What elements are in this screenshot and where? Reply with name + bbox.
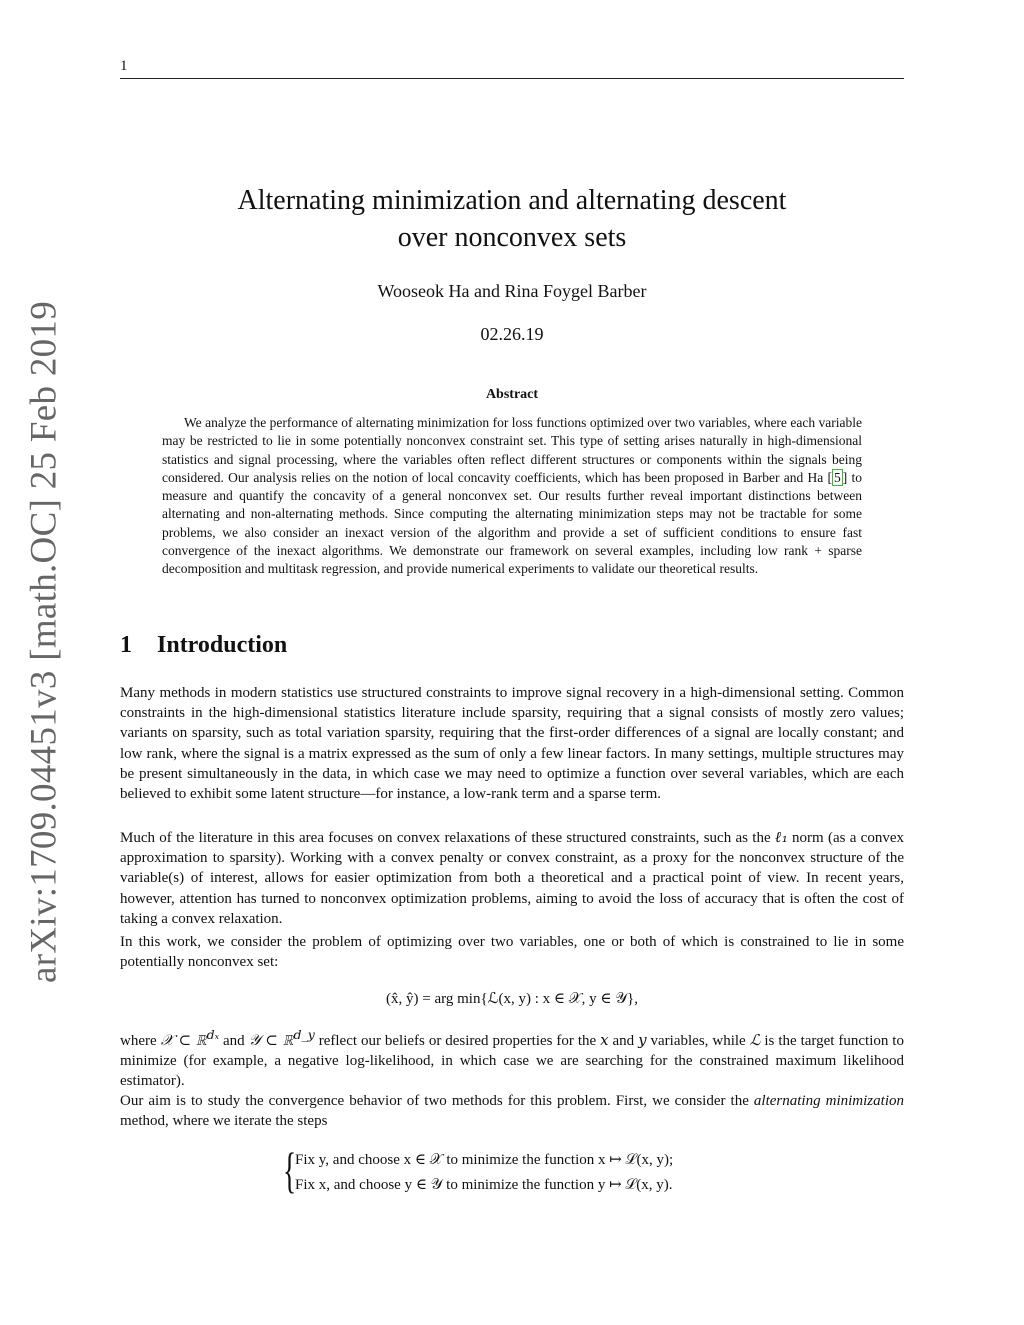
- paragraph-4-text: reflect our beliefs or desired properties for the: [314, 1033, 601, 1049]
- l1-norm-symbol: ℓ₁: [774, 828, 788, 846]
- authors: Wooseok Ha and Rina Foygel Barber: [377, 281, 647, 301]
- left-brace: {: [283, 1142, 297, 1198]
- paper-title: [120, 182, 904, 256]
- optimization-equation: (x̂, ŷ) = arg min{ℒ(x, y) : x ∈ 𝒳, y ∈ 𝒴},: [386, 991, 638, 1007]
- title-line-1: Alternating minimization and alternating descent: [237, 185, 787, 216]
- header-rule: [120, 78, 904, 79]
- paragraph-5-part-2: method, where we iterate the steps: [120, 1113, 328, 1130]
- paragraph-4-text: variables, while: [646, 1033, 750, 1049]
- step-2: Fix x, and choose y ∈ 𝒴 to minimize the function y ↦ ℒ(x, y).: [295, 1177, 673, 1193]
- step-1: Fix y, and choose x ∈ 𝒳 to minimize the function x ↦ ℒ(x, y);: [295, 1152, 674, 1168]
- page-number: 1: [120, 58, 128, 74]
- paragraph-2-part-2: norm (as a convex approximation to sparsity). Working with a convex penalty or convex constraint, as a proxy for the nonconvex structure of the variable(s) of interest, allows for easier optimization from both a theoretical and a practical point of view. In recent years, however, attention has turned to nonconvex optimization problems, aiming to avoid the loss of accuracy that is often the cost of taking a convex relaxation.: [120, 830, 904, 927]
- section-title: Introduction: [157, 632, 288, 658]
- paragraph-4-text: where: [120, 1033, 161, 1049]
- abstract-text-part-2: ] to measure and quantify the concavity of a general nonconvex set. Our results further reveal important distinctions between alternating and non-alternating methods. Since computing the alternating minimization steps may not be tractable for some problems, we also consider an inexact version of the algorithm and provide a set of sufficient conditions to ensure fast convergence of the inexact algorithms. We demonstrate our framework on several examples, including low rank + sparse decomposition and multitask regression, and provide numerical experiments to validate our theoretical results.: [162, 469, 863, 577]
- paragraph-4-text: and: [219, 1033, 249, 1049]
- title-line-2: over nonconvex sets: [397, 222, 627, 253]
- abstract-body: [162, 414, 862, 579]
- set-y-symbol: 𝒴 ⊂ ℝ: [248, 1031, 294, 1049]
- abstract-text-part-1: We analyze the performance of alternating minimization for loss functions optimized over two variables, where each variable may be restricted to lie in some potentially nonconvex constraint set. This type of setting arises naturally in high-dimensional statistics and signal processing, where the variables often reflect different structures or components within the signals being considered. Our analysis relies on the notion of local concavity coefficients, which has been proposed in Barber and Ha [: [162, 415, 862, 485]
- abstract-heading: Abstract: [485, 387, 539, 402]
- paragraph-2-part-1: Much of the literature in this area focuses on convex relaxations of these structured constraints, such as the: [120, 830, 775, 846]
- paragraph-1: Many methods in modern statistics use structured constraints to improve signal recovery in a high-dimensional setting. Common constraints in the high-dimensional statistics literature include sparsity, requiring that a signal consists of mostly zero values; variants on sparsity, such as total variation sparsity, requiring that the first-order differences of a signal are locally constant; and low rank, where the signal is a matrix expressed as the sum of only a few linear factors. In many settings, multiple structures may be present simultaneously in the data, in which case we may need to optimize a function over several variables, which are each believed to exhibit some latent structure—for instance, a low-rank term and a sparse term.: [120, 685, 904, 803]
- loss-function-symbol: ℒ: [749, 1031, 761, 1049]
- dimension-dy: d_y: [293, 1027, 315, 1042]
- section-number: 1: [120, 632, 132, 658]
- paragraph-2: [120, 827, 904, 929]
- citation-link[interactable]: 5: [834, 469, 841, 485]
- alternating-steps: [283, 1142, 743, 1200]
- variable-x: x: [600, 1031, 609, 1049]
- paragraph-3: In this work, we consider the problem of optimizing over two variables, one or both of which is constrained to lie in some potentially nonconvex set:: [120, 934, 904, 971]
- paragraph-5: [120, 1091, 904, 1131]
- dimension-dx: dₓ: [206, 1027, 220, 1042]
- section-heading: [120, 632, 287, 659]
- alternating-minimization-emphasis: alternating minimization: [753, 1093, 904, 1109]
- variable-y: y: [638, 1031, 647, 1049]
- paragraph-4: [120, 1025, 904, 1092]
- set-x-symbol: 𝒳 ⊂ ℝ: [160, 1031, 207, 1049]
- paragraph-5-part-1: Our aim is to study the convergence behavior of two methods for this problem. First, we consider the: [120, 1093, 754, 1109]
- date: 02.26.19: [480, 324, 544, 344]
- paragraph-4-text: and: [608, 1033, 639, 1049]
- paragraph-4-text: is the target function to minimize (for example, a negative log-likelihood, in which case we are searching for the constrained maximum likelihood estimator).: [120, 1033, 904, 1090]
- arxiv-identifier-stamp: arXiv:1709.04451v3 [math.OC] 25 Feb 2019: [23, 300, 65, 984]
